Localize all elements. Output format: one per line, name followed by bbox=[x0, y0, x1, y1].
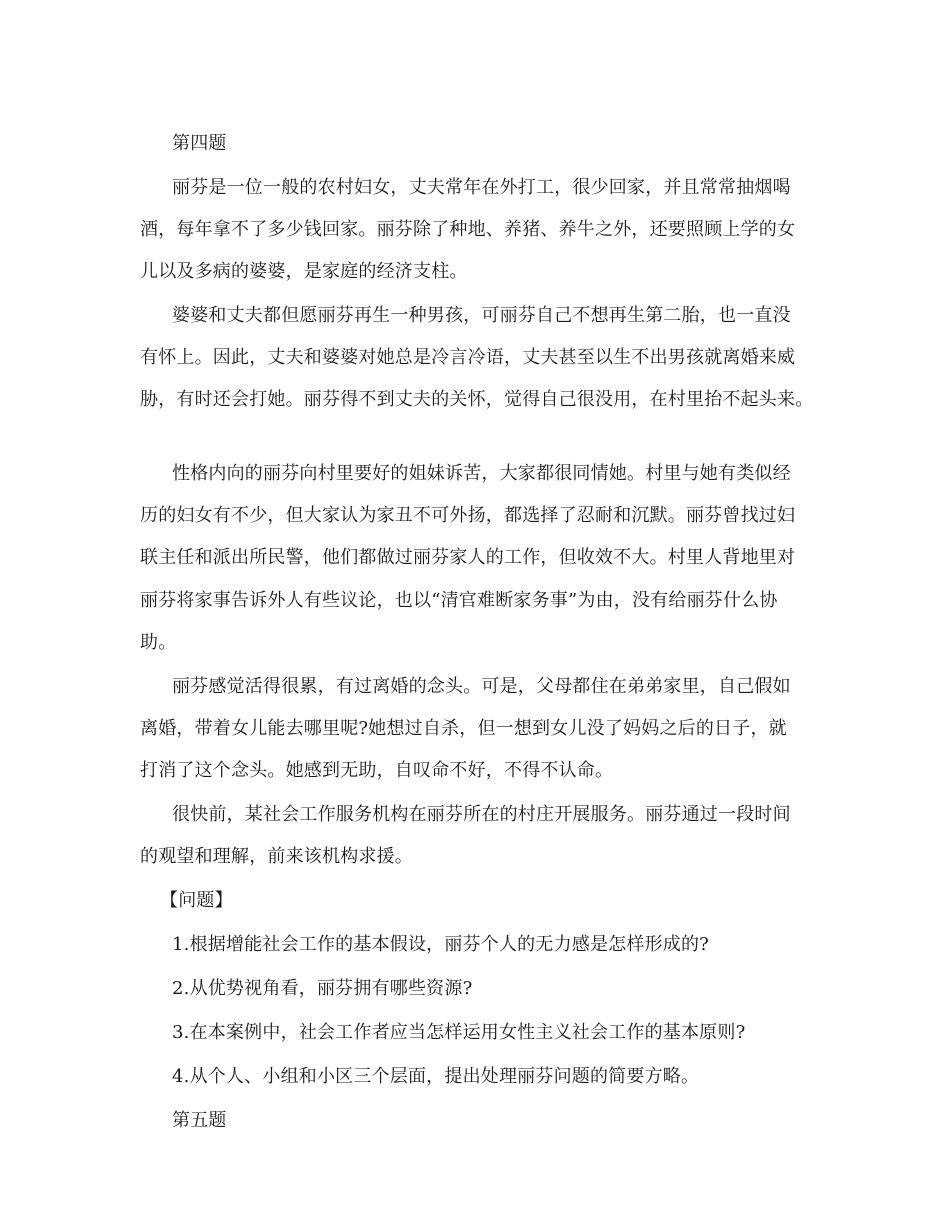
paragraph-4-line-2: 离婚，带着女儿能去哪里呢?她想过自杀，但一想到女儿没了妈妈之后的日子，就 bbox=[140, 718, 787, 739]
section-heading-4: 第四题 bbox=[172, 133, 227, 154]
paragraph-4-line-1: 丽芬感觉活得很累，有过离婚的念头。可是，父母都住在弟弟家里，自己假如 bbox=[172, 676, 791, 697]
paragraph-1-line-2: 酒，每年拿不了多少钱回家。丽芬除了种地、养猪、养牛之外，还要照顾上学的女 bbox=[140, 219, 796, 240]
paragraph-3-line-5: 助。 bbox=[140, 632, 177, 653]
question-4: 4.从个人、小组和小区三个层面，提出处理丽芬问题的简要方略。 bbox=[172, 1066, 700, 1087]
paragraph-2-line-2: 有怀上。因此，丈夫和婆婆对她总是冷言冷语，丈夫甚至以生不出男孩就离婚来威 bbox=[140, 347, 796, 368]
paragraph-2-line-3: 胁，有时还会打她。丽芬得不到丈夫的关怀，觉得自己很没用，在村里抬不起头来。 bbox=[140, 389, 814, 410]
paragraph-1-line-3: 儿以及多病的婆婆，是家庭的经济支柱。 bbox=[140, 261, 468, 282]
questions-label: 【问题】 bbox=[160, 890, 233, 911]
paragraph-3-line-2: 历的妇女有不少，但大家认为家丑不可外扬，都选择了忍耐和沉默。丽芬曾找过妇 bbox=[140, 505, 796, 526]
paragraph-3-line-4: 丽芬将家事告诉外人有些议论，也以“清官难断家务事”为由，没有给丽芬什么协 bbox=[140, 590, 778, 611]
paragraph-5-line-1: 很快前，某社会工作服务机构在丽芬所在的村庄开展服务。丽芬通过一段时间 bbox=[172, 804, 791, 825]
question-1: 1.根据增能社会工作的基本假设，丽芬个人的无力感是怎样形成的? bbox=[172, 934, 710, 955]
section-heading-5: 第五题 bbox=[172, 1110, 227, 1131]
question-2: 2.从优势视角看，丽芬拥有哪些资源? bbox=[172, 978, 473, 999]
paragraph-3-line-3: 联主任和派出所民警，他们都做过丽芬家人的工作，但收效不大。村里人背地里对 bbox=[140, 547, 796, 568]
paragraph-5-line-2: 的观望和理解，前来该机构求援。 bbox=[140, 846, 413, 867]
paragraph-3-line-1: 性格内向的丽芬向村里要好的姐妹诉苦，大家都很同情她。村里与她有类似经 bbox=[172, 463, 791, 484]
paragraph-1-line-1: 丽芬是一位一般的农村妇女，丈夫常年在外打工，很少回家，并且常常抽烟喝 bbox=[172, 177, 791, 198]
paragraph-2-line-1: 婆婆和丈夫都但愿丽芬再生一种男孩，可丽芬自己不想再生第二胎，也一直没 bbox=[172, 305, 791, 326]
paragraph-4-line-3: 打消了这个念头。她感到无助，自叹命不好，不得不认命。 bbox=[140, 760, 614, 781]
question-3: 3.在本案例中，社会工作者应当怎样运用女性主义社会工作的基本原则? bbox=[172, 1022, 746, 1043]
